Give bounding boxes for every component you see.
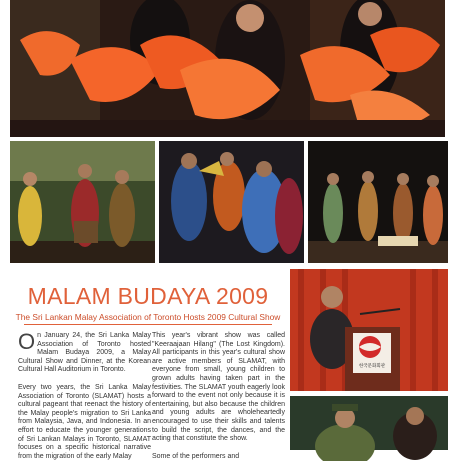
article-column-2 <box>152 332 285 460</box>
drop-cap: O <box>18 329 36 354</box>
photo-speaker-podium <box>290 269 448 391</box>
article-subtitle: The Sri Lankan Malay Association of Toronto Hosts 2009 Cultural Show <box>15 312 281 322</box>
paragraph-performers: Some of the performers and <box>152 452 240 460</box>
paragraph-show: This year's vibrant show was called "Keeraajaan Hilang" (The Lost Kingdom). All participants in this year's cultural show are active members of SLAMAT, with everyone from small, young children to grown adults having taken part in the festivities. The SLAMAT youth eagerly look forward to the event not only because it is entertaining, but also because the children and young adults are wholeheartedly encouraged to use their skills and talents to build the script, the dances, and the acting that constitute the show. <box>152 332 285 443</box>
paragraph-intro: n January 24, the Sri Lanka Malay Association of Toronto hosted Malam Budaya 2009, a Malay Cultural Show and Dinner, at the Korean Cultural Hall Auditorium in Toronto. <box>18 332 151 374</box>
title-divider <box>24 324 272 325</box>
photo-performers-stage <box>10 141 155 263</box>
podium-sign-text: 한국문화회관 <box>358 363 386 368</box>
photo-dancers-line <box>308 141 448 263</box>
photo-uniformed-performer <box>290 396 448 450</box>
article-title: MALAM BUDAYA 2009 <box>27 283 269 309</box>
photo-fan-dancers <box>10 0 445 137</box>
paragraph-history: Every two years, the Sri Lanka Malay Association of Toronto (SLAMAT) hosts a cultural pageant that reenact the history of the Malay people's migration to Sri Lanka from Malaysia, Java, and Indonesia. In an effort to educate the younger generations of Sri Lankan Malays in Toronto, SLAMAT focuses on a specific historical narrative from the migration of the early Malay <box>18 383 151 460</box>
article-column-1 <box>18 329 151 460</box>
photo-costumed-cast <box>159 141 304 263</box>
